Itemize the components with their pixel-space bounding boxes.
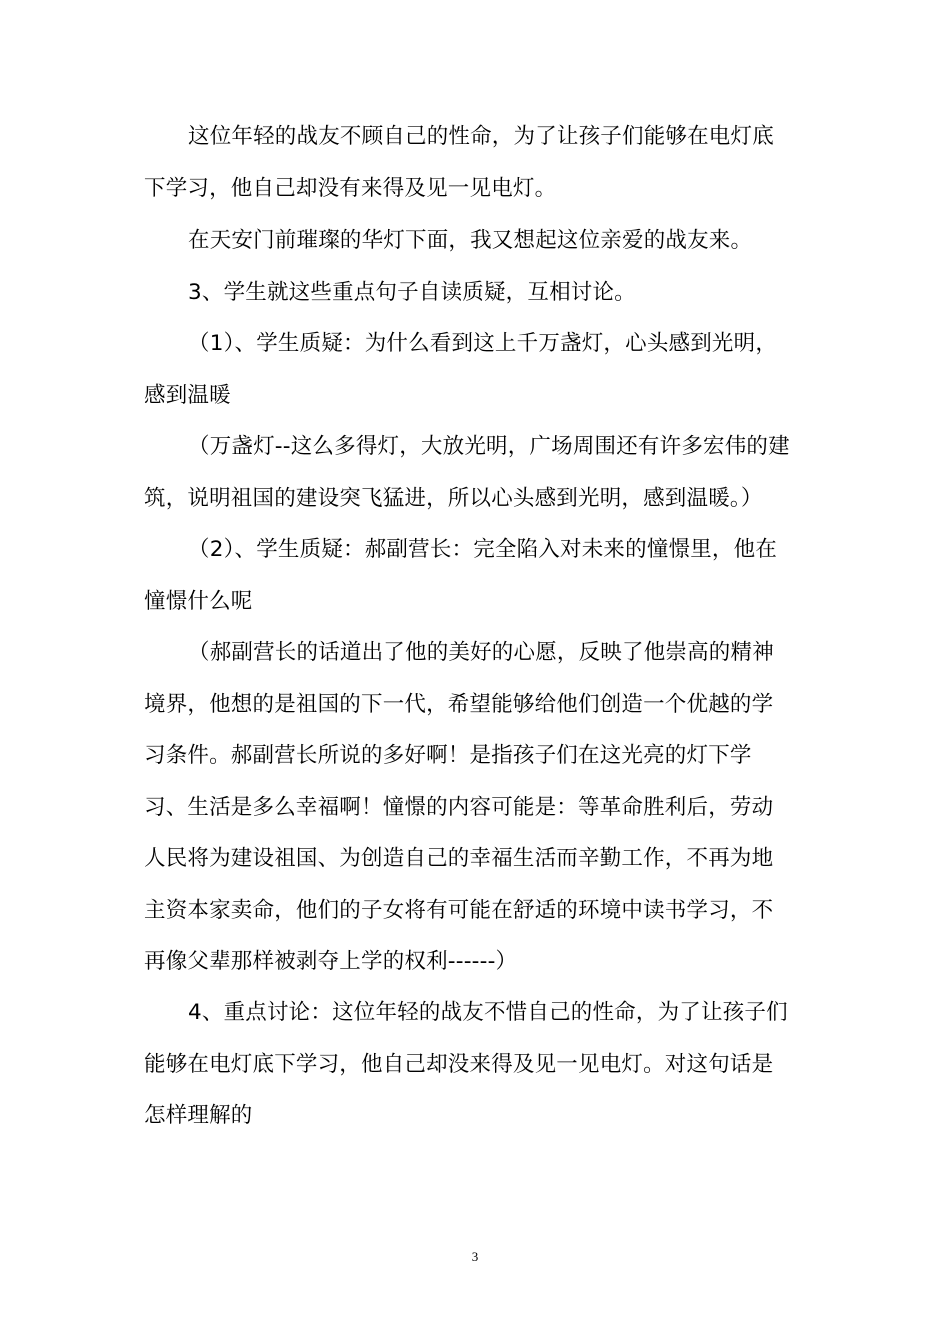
text-line: （郝副营长的话道出了他的美好的心愿，反映了他崇高的精神 (188, 640, 774, 665)
text-line: 下学习，他自己却没有来得及见一见电灯。 (144, 176, 557, 201)
text-line: 在天安门前璀璨的华灯下面，我又想起这位亲爱的战友来。 (188, 228, 753, 253)
text-line: 能够在电灯底下学习，他自己却没来得及见一见电灯。对这句话是 (144, 1052, 774, 1077)
text-line: （2）、学生质疑：郝副营长：完全陷入对未来的憧憬里，他在 (188, 537, 778, 562)
text-line: 再像父辈那样被剥夺上学的权利------） (144, 949, 518, 974)
text-line: 怎样理解的 (144, 1103, 253, 1128)
text-line: （1）、学生质疑：为什么看到这上千万盏灯，心头感到光明， (188, 331, 778, 356)
text-line: 感到温暖 (144, 383, 231, 408)
text-line: 这位年轻的战友不顾自己的性命，为了让孩子们能够在电灯底 (188, 124, 774, 149)
text-line: 人民将为建设祖国、为创造自己的幸福生活而辛勤工作，不再为地 (144, 846, 774, 871)
text-line: 憧憬什么呢 (144, 589, 253, 614)
text-line: 主资本家卖命，他们的子女将有可能在舒适的环境中读书学习，不 (144, 898, 774, 923)
text-line: 筑，说明祖国的建设突飞猛进，所以心头感到光明，感到温暖。） (144, 486, 763, 511)
text-line: 习、生活是多么幸福啊！憧憬的内容可能是：等革命胜利后，劳动 (144, 795, 774, 820)
page-number: 3 (471, 1249, 479, 1264)
text-line: 4、重点讨论：这位年轻的战友不惜自己的性命，为了让孩子们 (188, 1000, 788, 1025)
text-line: （万盏灯--这么多得灯，大放光明，广场周围还有许多宏伟的建 (188, 434, 790, 459)
text-line: 3、学生就这些重点句子自读质疑，互相讨论。 (188, 280, 636, 305)
text-line: 境界，他想的是祖国的下一代，希望能够给他们创造一个优越的学 (144, 692, 774, 717)
text-line: 习条件。郝副营长所说的多好啊！是指孩子们在这光亮的灯下学 (144, 743, 752, 768)
